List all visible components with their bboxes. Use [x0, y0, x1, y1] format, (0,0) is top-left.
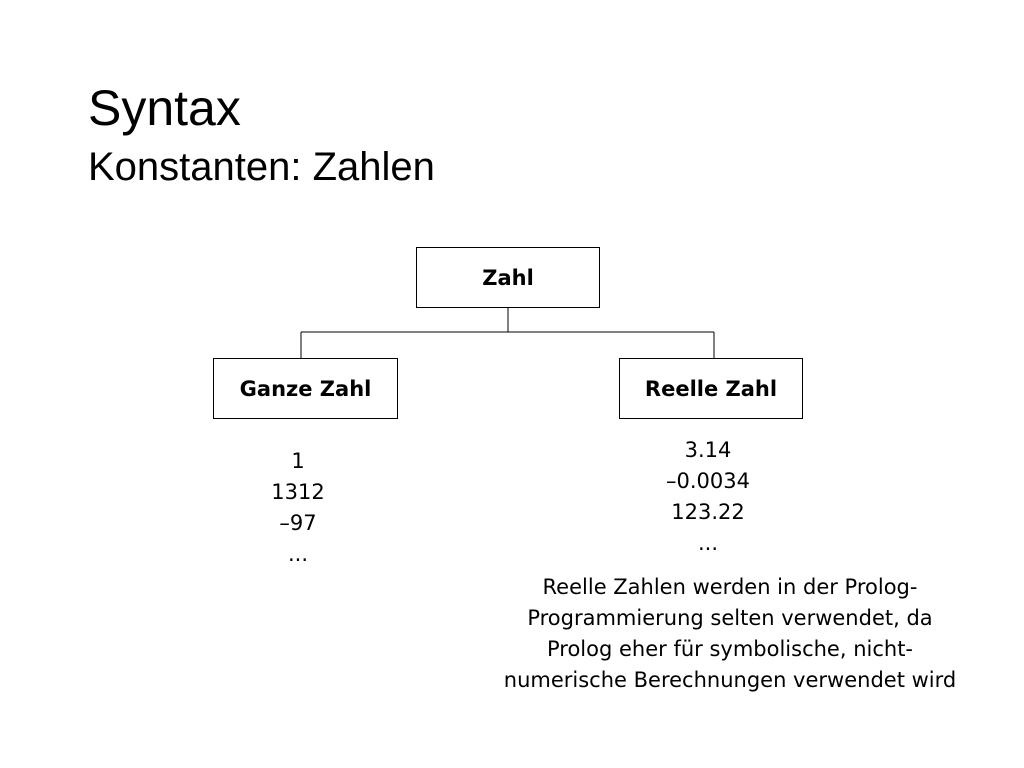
- note-line: Reelle Zahlen werden in der Prolog-: [542, 575, 918, 599]
- example-item: 3.14: [684, 438, 732, 462]
- note-line: numerische Berechnungen verwendet wird: [503, 668, 957, 692]
- reelle-zahl-examples: [628, 435, 788, 559]
- slide-subtitle: Konstanten: Zahlen: [88, 145, 435, 189]
- example-item: –0.0034: [666, 469, 750, 493]
- example-item: 1312: [271, 480, 325, 504]
- node-zahl: [416, 247, 600, 308]
- example-item: 1: [291, 449, 305, 473]
- node-ganze-zahl-label: Ganze Zahl: [239, 376, 372, 401]
- node-ganze-zahl: [213, 358, 398, 419]
- example-item: –97: [279, 511, 317, 535]
- node-reelle-zahl-label: Reelle Zahl: [644, 376, 778, 401]
- note-line: Prolog eher für symbolische, nicht-: [546, 637, 914, 661]
- node-reelle-zahl: [619, 358, 803, 419]
- example-item: ...: [697, 531, 719, 555]
- ganze-zahl-examples: [248, 446, 348, 570]
- node-zahl-label: Zahl: [482, 265, 534, 290]
- note-line: Programmierung selten verwendet, da: [527, 606, 933, 630]
- slide-title: Syntax: [88, 80, 241, 136]
- reelle-zahl-note: [470, 572, 990, 696]
- example-item: ...: [287, 542, 309, 566]
- example-item: 123.22: [671, 500, 745, 524]
